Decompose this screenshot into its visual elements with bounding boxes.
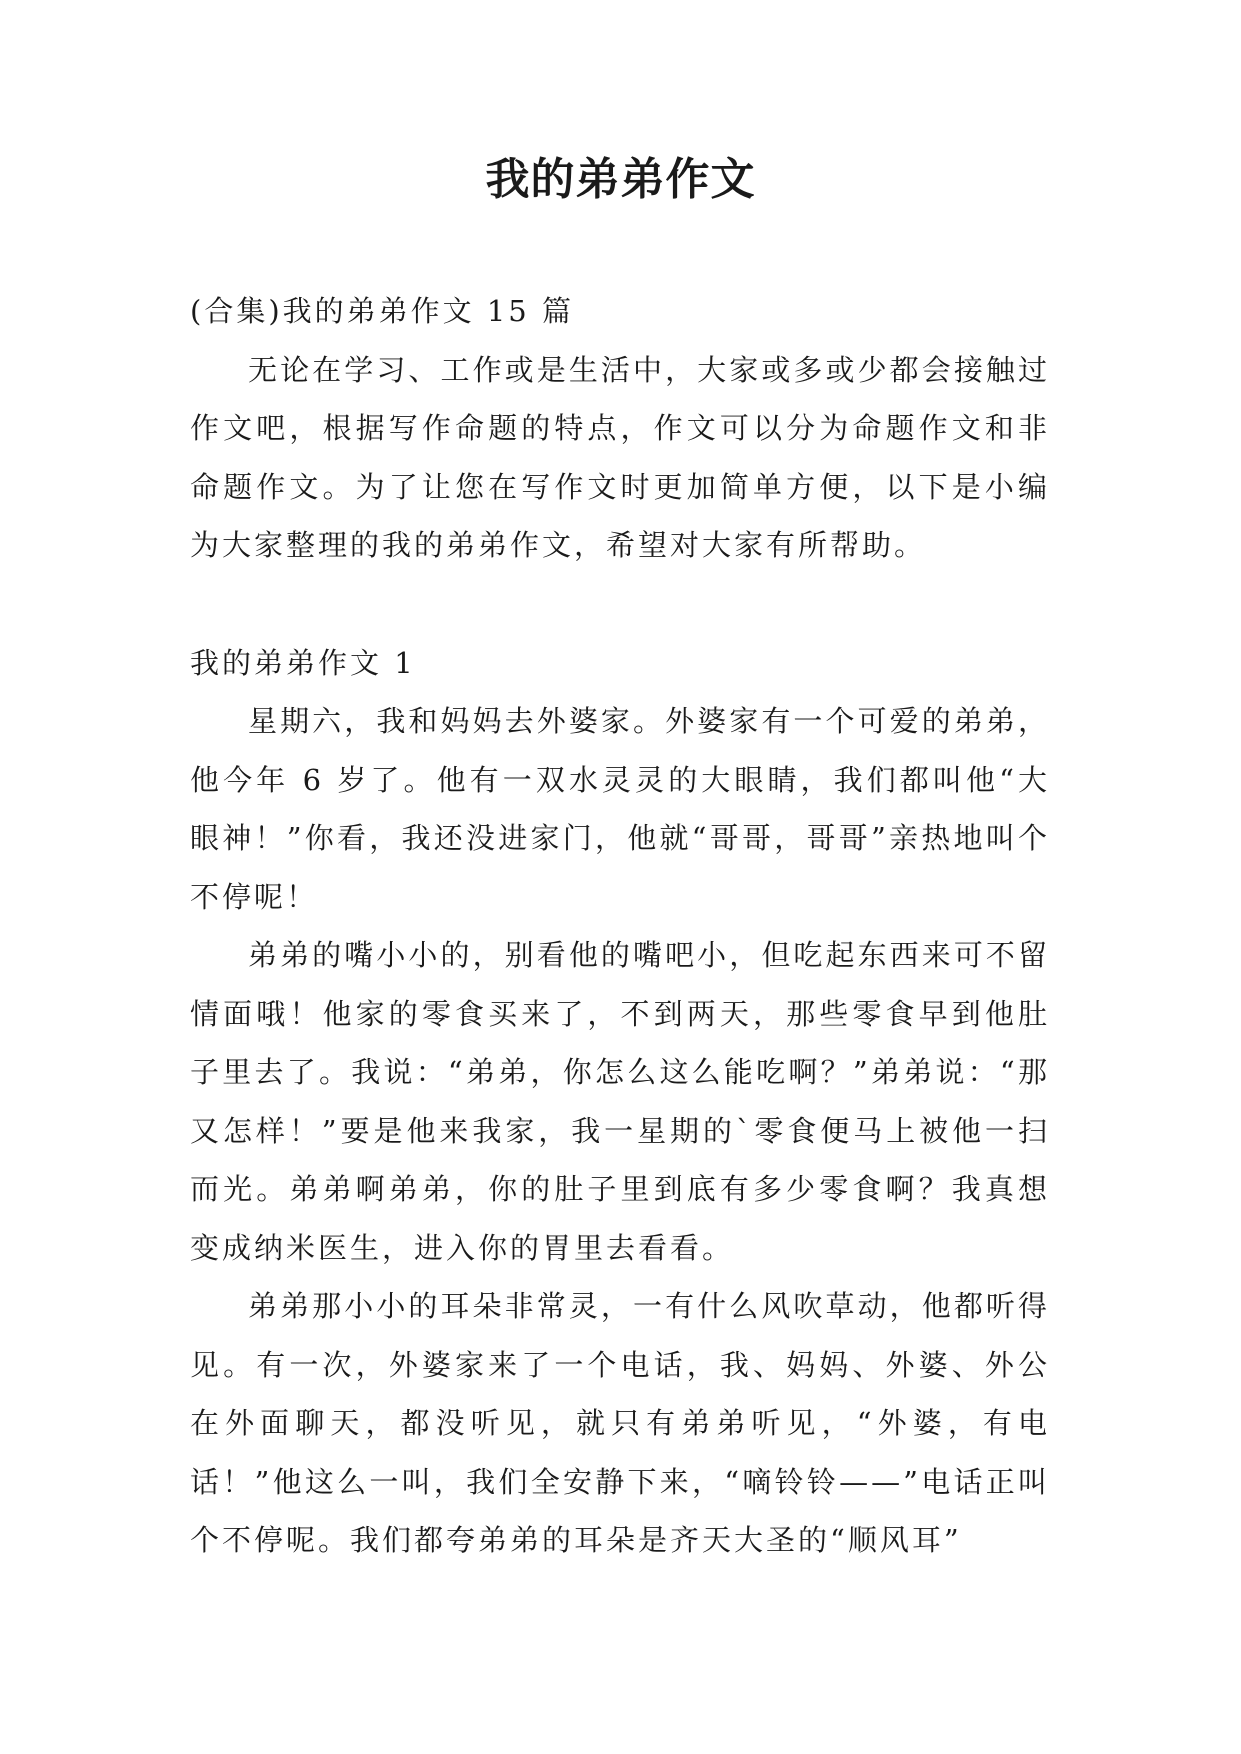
section-spacer — [190, 575, 1050, 634]
body-paragraph: 星期六，我和妈妈去外婆家。外婆家有一个可爱的弟弟，他今年 6 岁了。他有一双水灵灵的大眼睛，我们都叫他“大眼神！”你看，我还没进家门，他就“哥哥，哥哥”亲热地叫个不停呢！ — [190, 704, 1050, 914]
intro-paragraph: 无论在学习、工作或是生活中，大家或多或少都会接触过作文吧，根据写作命题的特点，作文可以分为命题作文和非命题作文。为了让您在写作文时更加简单方便，以下是小编为大家整理的我的弟弟作文，希望对大家有所帮助。 — [190, 352, 1050, 562]
document-title: 我的弟弟作文 — [485, 154, 756, 205]
collection-subtitle: (合集)我的弟弟作文 15 篇 — [190, 294, 574, 328]
document-body — [190, 282, 1050, 1570]
section-heading: 我的弟弟作文 1 — [190, 645, 416, 680]
body-paragraph: 弟弟的嘴小小的，别看他的嘴吧小，但吃起东西来可不留情面哦！他家的零食买来了，不到两天，那些零食早到他肚子里去了。我说：“弟弟，你怎么这么能吃啊？”弟弟说：“那又怎样！”要是他来我家，我一星期的`零食便马上被他一扫而光。弟弟啊弟弟，你的肚子里到底有多少零食啊？我真想变成纳米医生，进入你的胃里去看看。 — [190, 938, 1050, 1265]
body-paragraph: 弟弟那小小的耳朵非常灵，一有什么风吹草动，他都听得见。有一次，外婆家来了一个电话，我、妈妈、外婆、外公在外面聊天，都没听见，就只有弟弟听见，“外婆，有电话！”他这么一叫，我们全安静下来，“嘀铃铃——”电话正叫个不停呢。我们都夸弟弟的耳朵是齐天大圣的“顺风耳” — [190, 1289, 1050, 1557]
